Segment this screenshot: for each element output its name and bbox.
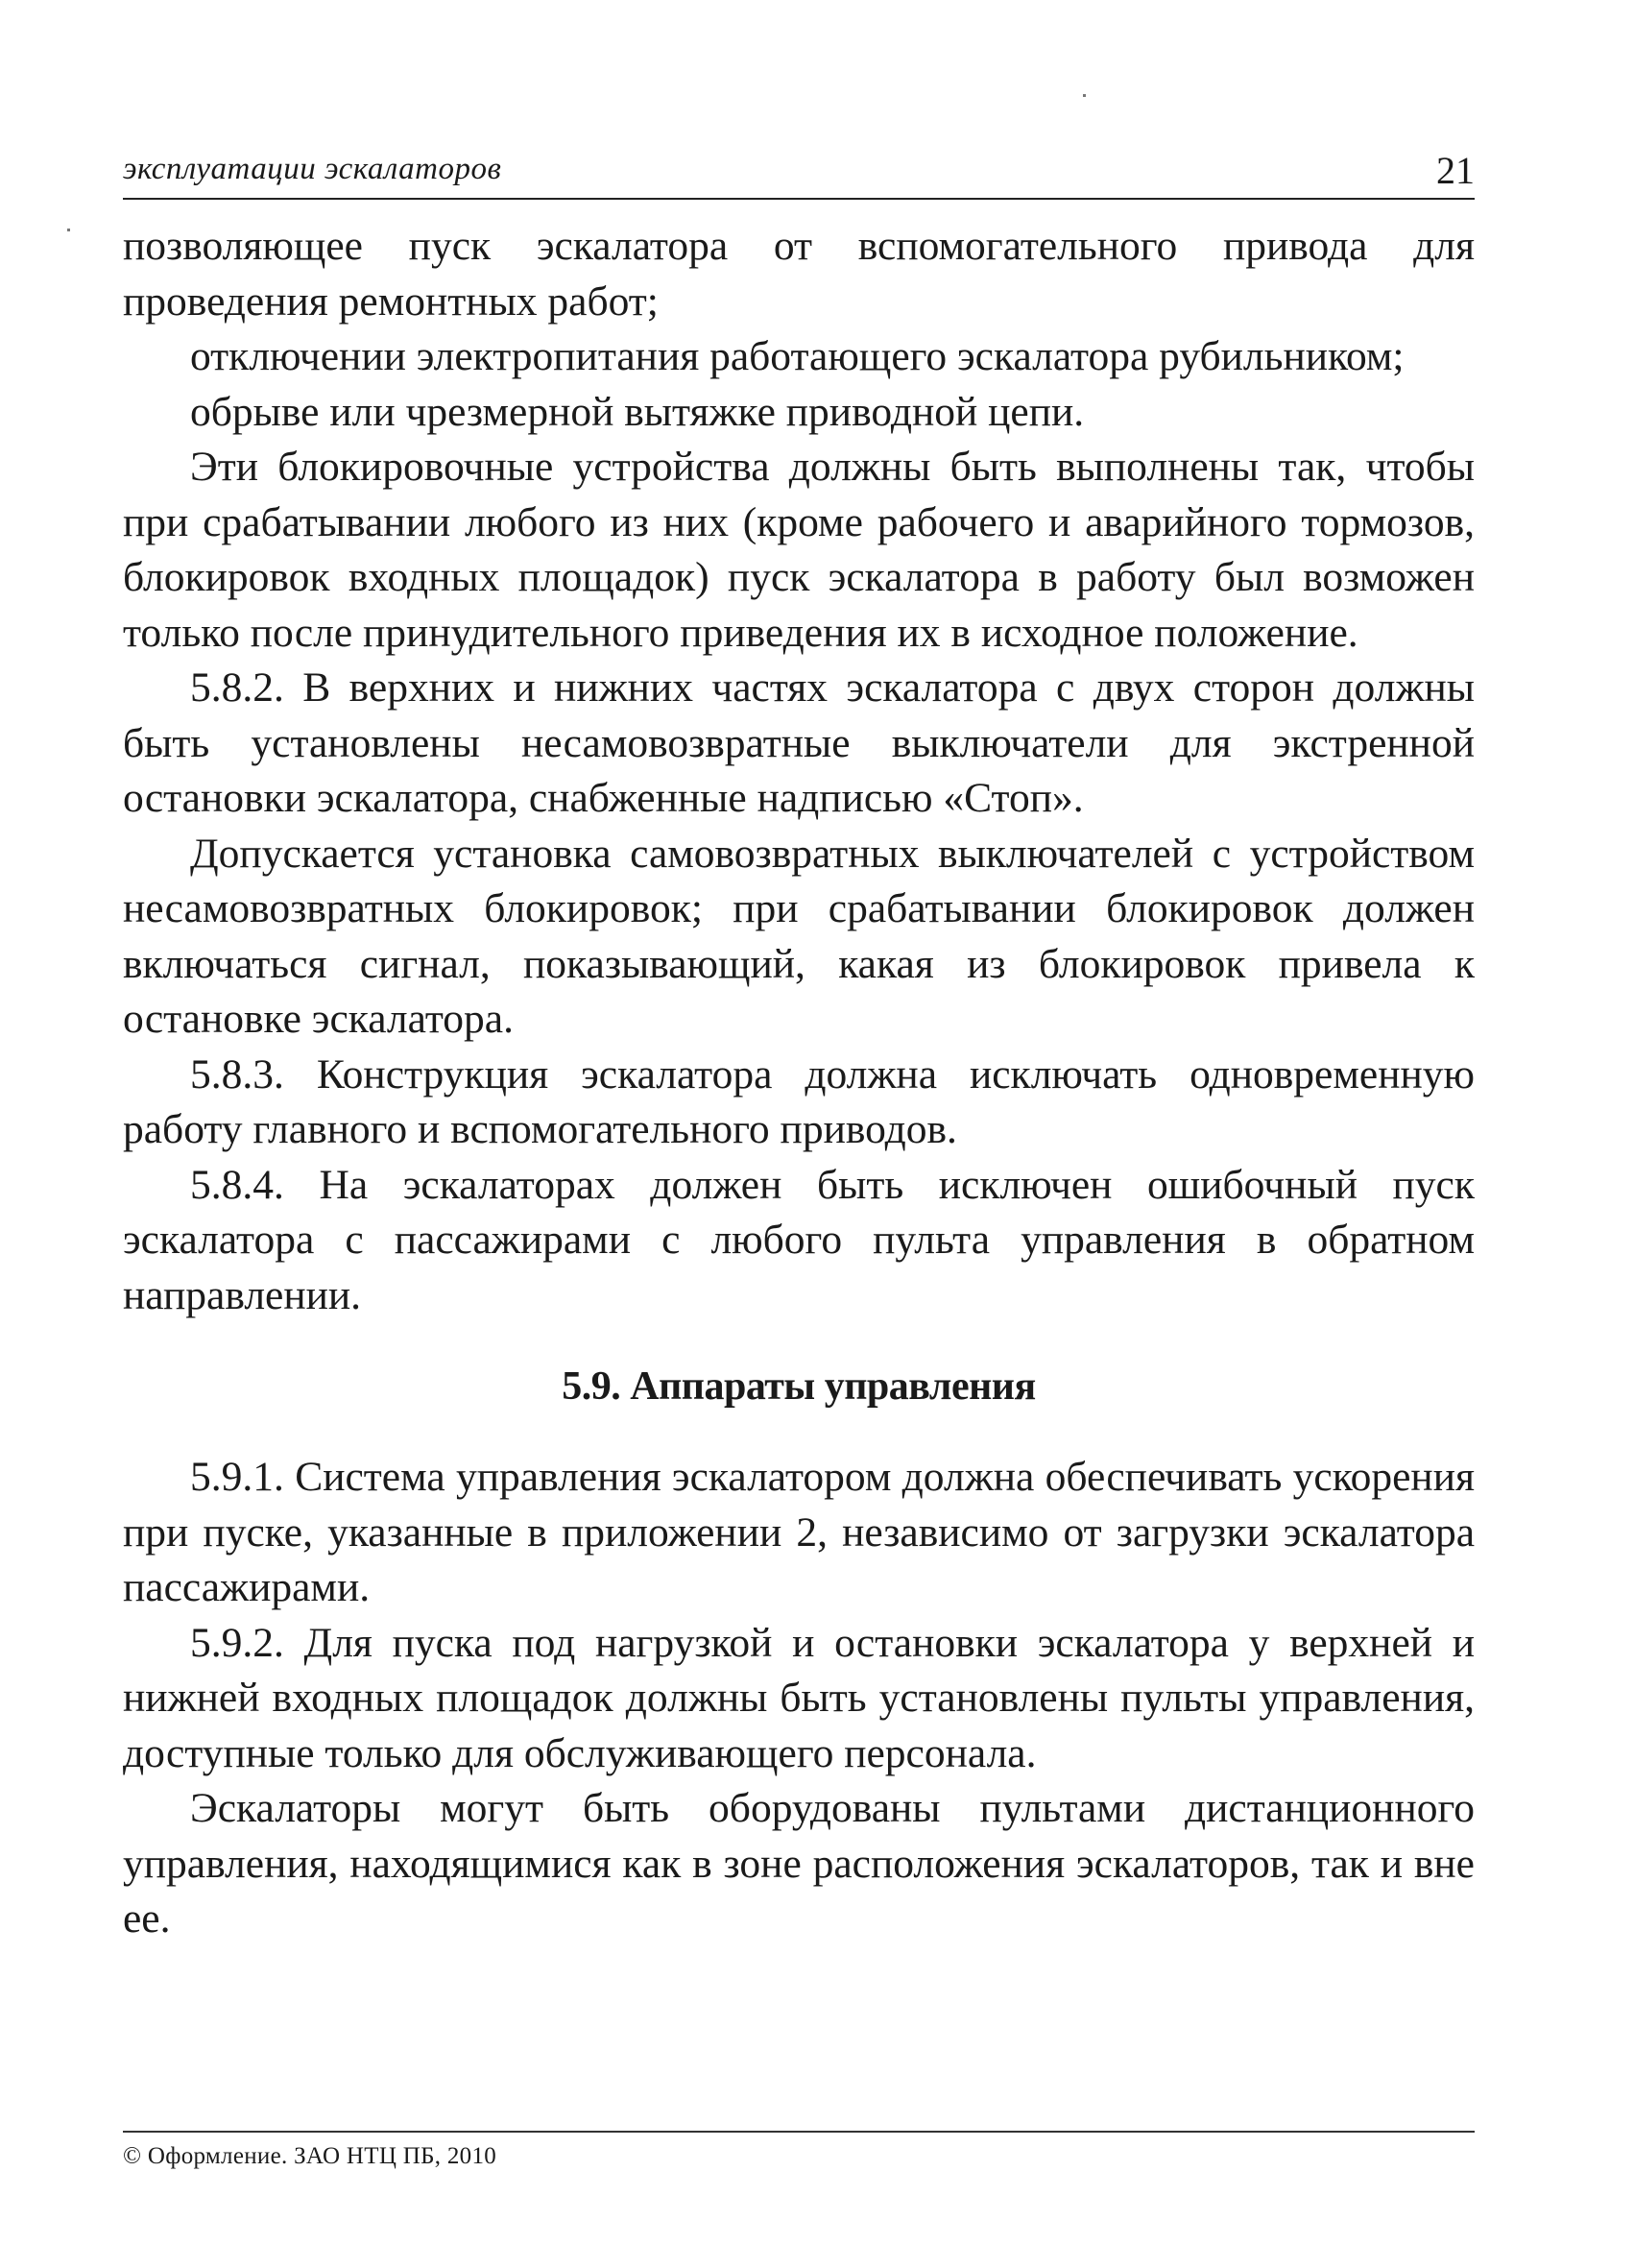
paragraph: позволяющее пуск эскалатора от вспомогательного привода для проведения ремонтных работ; <box>123 223 1475 325</box>
scan-mark <box>1083 94 1086 97</box>
paragraph: 5.8.4. На эскалаторах должен быть исключен ошибочный пуск эскалатора с пассажирами с любого пульта управления в обратном направлении. <box>123 1161 1475 1318</box>
footer-rule <box>123 2131 1475 2133</box>
page-number: 21 <box>1436 149 1475 192</box>
section-heading: 5.9. Аппараты управления <box>562 1364 1036 1409</box>
paragraph: отключении электропитания работающего эскалатора рубильником; <box>190 333 1405 379</box>
paragraph: Эскалаторы могут быть оборудованы пультами дистанционного управления, находящимися как в зоне расположения эскалаторов, так и вне ее. <box>123 1785 1475 1942</box>
header-rule <box>123 198 1475 200</box>
paragraph: обрыве или чрезмерной вытяжке приводной цепи. <box>190 388 1085 435</box>
paragraph: Эти блокировочные устройства должны быть выполнены так, чтобы при срабатывании любого из них (кроме рабочего и аварийного тормозов, блокировок входных площадок) пуск эскалатора в работу был возможен только после принудительного приведения их в исходное положение. <box>123 444 1475 656</box>
paragraph: 5.8.2. В верхних и нижних частях эскалатора с двух сторон должны быть установлены несамовозвратные выключатели для экстренной остановки эскалатора, снабженные надписью «Стоп». <box>123 664 1475 821</box>
running-title: эксплуатации эскалаторов <box>123 152 502 186</box>
body-text <box>123 219 1475 1947</box>
scan-mark <box>67 229 70 231</box>
footer-copyright: © Оформление. ЗАО НТЦ ПБ, 2010 <box>123 2143 497 2169</box>
running-header <box>123 149 1475 200</box>
paragraph: 5.9.1. Система управления эскалатором должна обеспечивать ускорения при пуске, указанные в приложении 2, независимо от загрузки эскалатора пассажирами. <box>123 1454 1475 1610</box>
paragraph: 5.8.3. Конструкция эскалатора должна исключать одновременную работу главного и вспомогательного приводов. <box>123 1050 1475 1152</box>
paragraph: 5.9.2. Для пуска под нагрузкой и остановки эскалатора у верхней и нижней входных площадок должны быть установлены пульты управления, доступные только для обслуживающего персонала. <box>123 1619 1475 1776</box>
paragraph: Допускается установка самовозвратных выключателей с устройством несамовозвратных блокировок; при срабатывании блокировок должен включаться сигнал, показывающий, какая из блокировок привела к остановке эскалатора. <box>123 830 1475 1042</box>
